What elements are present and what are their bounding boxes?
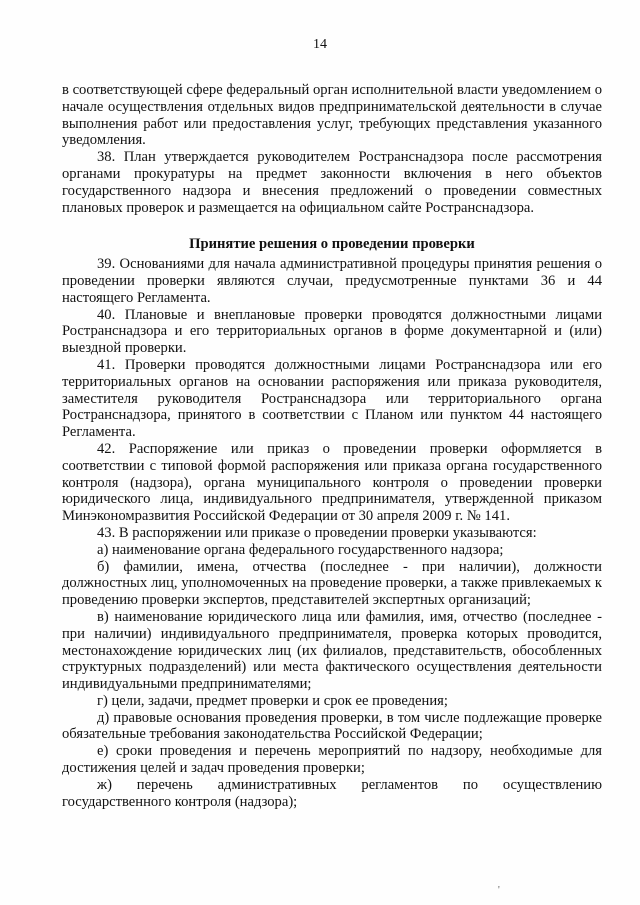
paragraph-continuation: в соответствующей сфере федеральный орган исполнительной власти уведомлением о начале осуществления отдельных видов предпринимательской деятельности в случае выполнения работ или предоставления услуг, требующих представления указанного уведомления. bbox=[62, 82, 602, 149]
document-body bbox=[62, 82, 602, 810]
list-item-e: е) сроки проведения и перечень мероприятий по надзору, необходимые для достижения целей и задач проведения проверки; bbox=[62, 743, 602, 777]
scan-mark: ' bbox=[498, 885, 500, 896]
section-heading: Принятие решения о проведении проверки bbox=[189, 236, 475, 253]
paragraph-43: 43. В распоряжении или приказе о проведении проверки указываются: bbox=[97, 524, 537, 541]
page-number: 14 bbox=[313, 37, 327, 52]
paragraph-38: 38. План утверждается руководителем Ространснадзора после рассмотрения органами прокуратуры на предмет законности включения в него объектов государственного надзора и внесения предложений о проведении совместных плановых проверок и размещается на официальном сайте Ространснадзора. bbox=[62, 149, 602, 216]
list-item-a: а) наименование органа федерального государственного надзора; bbox=[97, 541, 504, 558]
list-item-v: в) наименование юридического лица или фамилия, имя, отчество (последнее - при наличии) индивидуального предпринимателя, проверка которых проводится, местонахождение юридических лиц (их филиалов, представительств, обособленных структурных подразделений) или места фактического осуществления деятельности индивидуальными предпринимателями; bbox=[62, 608, 602, 693]
paragraph-40: 40. Плановые и внеплановые проверки проводятся должностными лицами Ространснадзора и его территориальных органов в форме документарной и (или) выездной проверки. bbox=[62, 306, 602, 357]
paragraph-41: 41. Проверки проводятся должностными лицами Ространснадзора или его территориальных органов на основании распоряжения или приказа руководителя, заместителя руководителя Ространснадзора или территориального органа Ространснадзора, принятого в соответствии с Планом или пунктом 44 настоящего Регламента. bbox=[62, 356, 602, 441]
paragraph-39: 39. Основаниями для начала административной процедуры принятия решения о проведении проверки являются случаи, предусмотренные пунктами 36 и 44 настоящего Регламента. bbox=[62, 256, 602, 306]
list-item-zh: ж) перечень административных регламентов по осуществлению государственного контроля (надзора); bbox=[62, 776, 602, 810]
list-item-d: д) правовые основания проведения проверки, в том числе подлежащие проверке обязательные требования законодательства Российской Федерации; bbox=[62, 709, 602, 743]
paragraph-42: 42. Распоряжение или приказ о проведении проверки оформляется в соответствии с типовой формой распоряжения или приказа органа государственного контроля (надзора), органа муниципального контроля о проведении проверки юридического лица, индивидуального предпринимателя, утвержденной приказом Минэкономразвития Российской Федерации от 30 апреля 2009 г. № 141. bbox=[62, 440, 602, 525]
list-item-b: б) фамилии, имена, отчества (последнее - при наличии), должности должностных лиц, уполномоченных на проведение проверки, а также привлекаемых к проведению проверки экспертов, представителей экспертных организаций; bbox=[62, 558, 602, 609]
list-item-g: г) цели, задачи, предмет проверки и срок ее проведения; bbox=[97, 692, 448, 709]
